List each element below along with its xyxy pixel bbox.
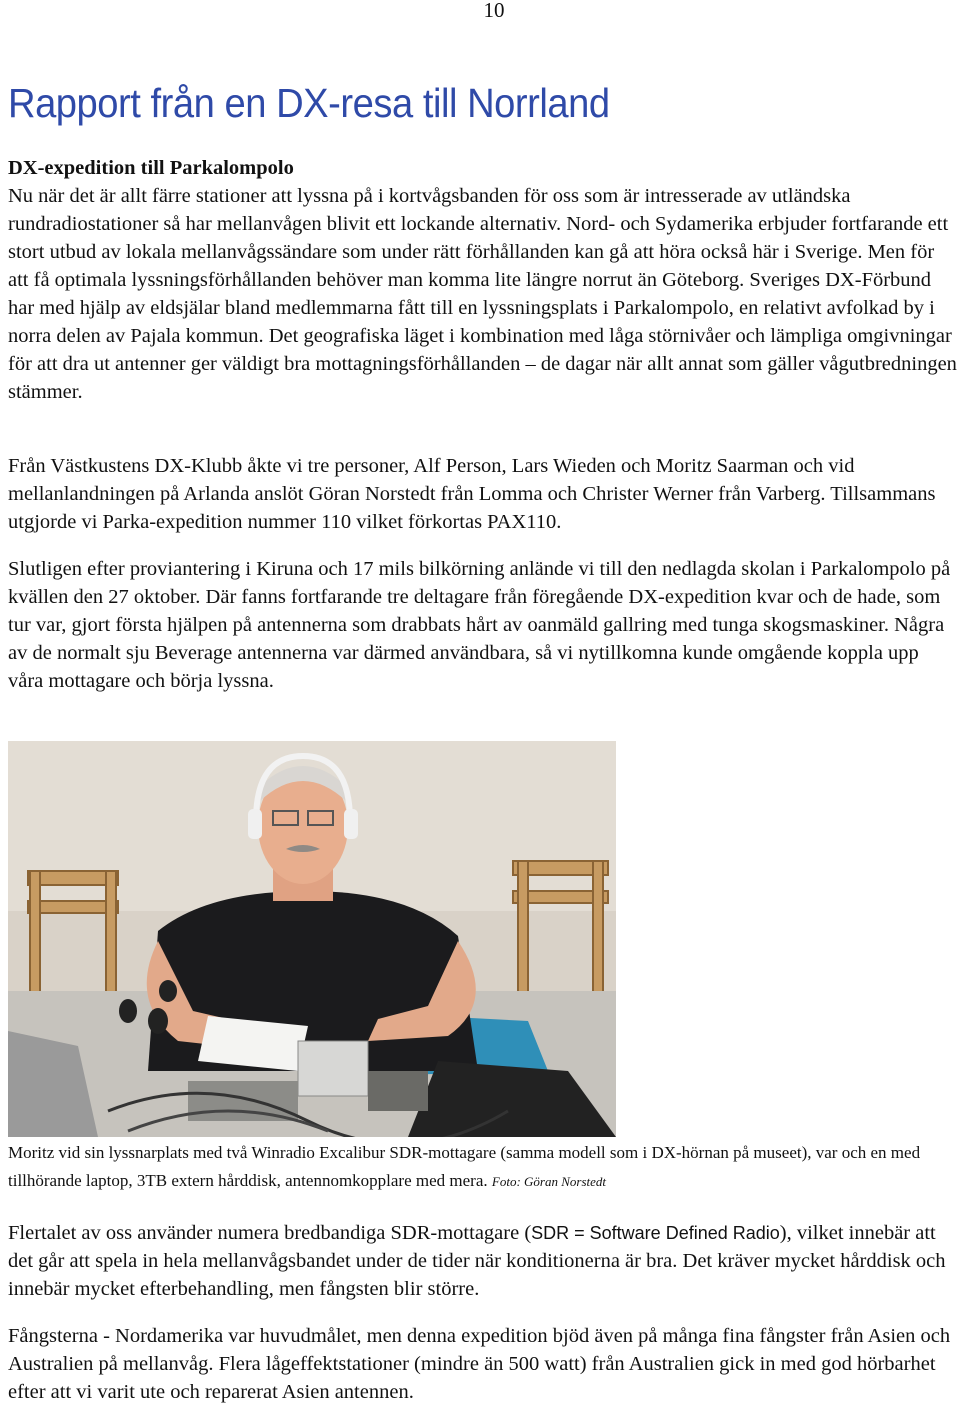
photo-illustration bbox=[8, 741, 616, 1137]
article-photo bbox=[8, 741, 616, 1137]
article-title: Rapport från en DX-resa till Norrland bbox=[8, 80, 610, 126]
paragraph-travelers: Från Västkustens DX-Klubb åkte vi tre personer, Alf Person, Lars Wieden och Moritz Saarman och vid mellanlandningen på Arlanda anslöt Göran Norstedt från Lomma och Christer Werner från Varberg. Tillsammans utgjorde vi Parka-expedition nummer 110 vilket förkortas PAX110. bbox=[8, 455, 936, 533]
sdr-text-before: Flertalet av oss använder numera bredbandiga SDR-mottagare ( bbox=[8, 1222, 532, 1244]
paragraph-sdr bbox=[8, 1219, 958, 1303]
sdr-definition: SDR = Software Defined Radio bbox=[531, 1223, 780, 1243]
intro-section bbox=[8, 154, 958, 406]
caption-text: Moritz vid sin lyssnarplats med två Winradio Excalibur SDR-mottagare (samma modell som i DX-hörnan på museet), var och en med tillhörande laptop, 3TB extern hårddisk, antennomkopplare med mera. bbox=[8, 1143, 921, 1190]
page-number: 10 bbox=[483, 0, 505, 22]
photo-credit: Foto: Göran Norstedt bbox=[491, 1174, 607, 1189]
sdr-text-after: ), vilket innebär att det går att spela in hela mellanvågsbandet under de tider när konditionerna är bra. Det kräver mycket hårddisk och innebär mycket efterbehandling, men fångsten blir större. bbox=[8, 1222, 946, 1300]
photo-caption bbox=[8, 1139, 953, 1196]
paragraph-catches: Fångsterna - Nordamerika var huvudmålet, men denna expedition bjöd även på många fina fångster från Asien och Australien på mellanvåg. Flera lågeffektstationer (mindre än 500 watt) från Australien gick in med god hörbarhet efter att vi varit ute och reparerat Asien antennen. bbox=[8, 1325, 951, 1403]
intro-paragraph: Nu när det är allt färre stationer att lyssna på i kortvågsbanden för oss som är intresserade av utländska rundradiostationer så har mellanvågen blivit ett lockande alternativ. Nord- och Sydamerika erbjuder fortfarande ett stort utbud av lokala mellanvågssändare som under rätt förhållanden kan gå att höra också här i Sverige. Men för att få optimala lyssningsförhållanden behöver man komma lite längre norrut än Göteborg. Sveriges DX-Förbund har med hjälp av eldsjälar bland medlemmarna fått till en lyssningsplats i Parkalompolo, en relativt avfolkad by i norra delen av Pajala kommun. Det geografiska läget i kombination med låga störnivåer och lämpliga omgivningar för att dra ut antenner ger väldigt bra mottagningsförhållanden – de dagar när allt annat som gäller vågutbredningen stämmer. bbox=[8, 185, 957, 403]
paragraph-arrival: Slutligen efter proviantering i Kiruna och 17 mils bilkörning anlände vi till den nedlagda skolan i Parkalompolo på kvällen den 27 oktober. Där fanns fortfarande tre deltagare från föregående DX-expedition kvar och de hade, som tur var, gjort första hjälpen på antennerna som drabbats hårt av oanmäld gallring med tunga skogsmaskiner. Några av de normalt sju Beverage antennerna var därmed användbara, så vi nytillkomna kunde omgående koppla upp våra mottagare och börja lyssna. bbox=[8, 558, 951, 692]
section-subheading: DX-expedition till Parkalompolo bbox=[8, 157, 294, 179]
